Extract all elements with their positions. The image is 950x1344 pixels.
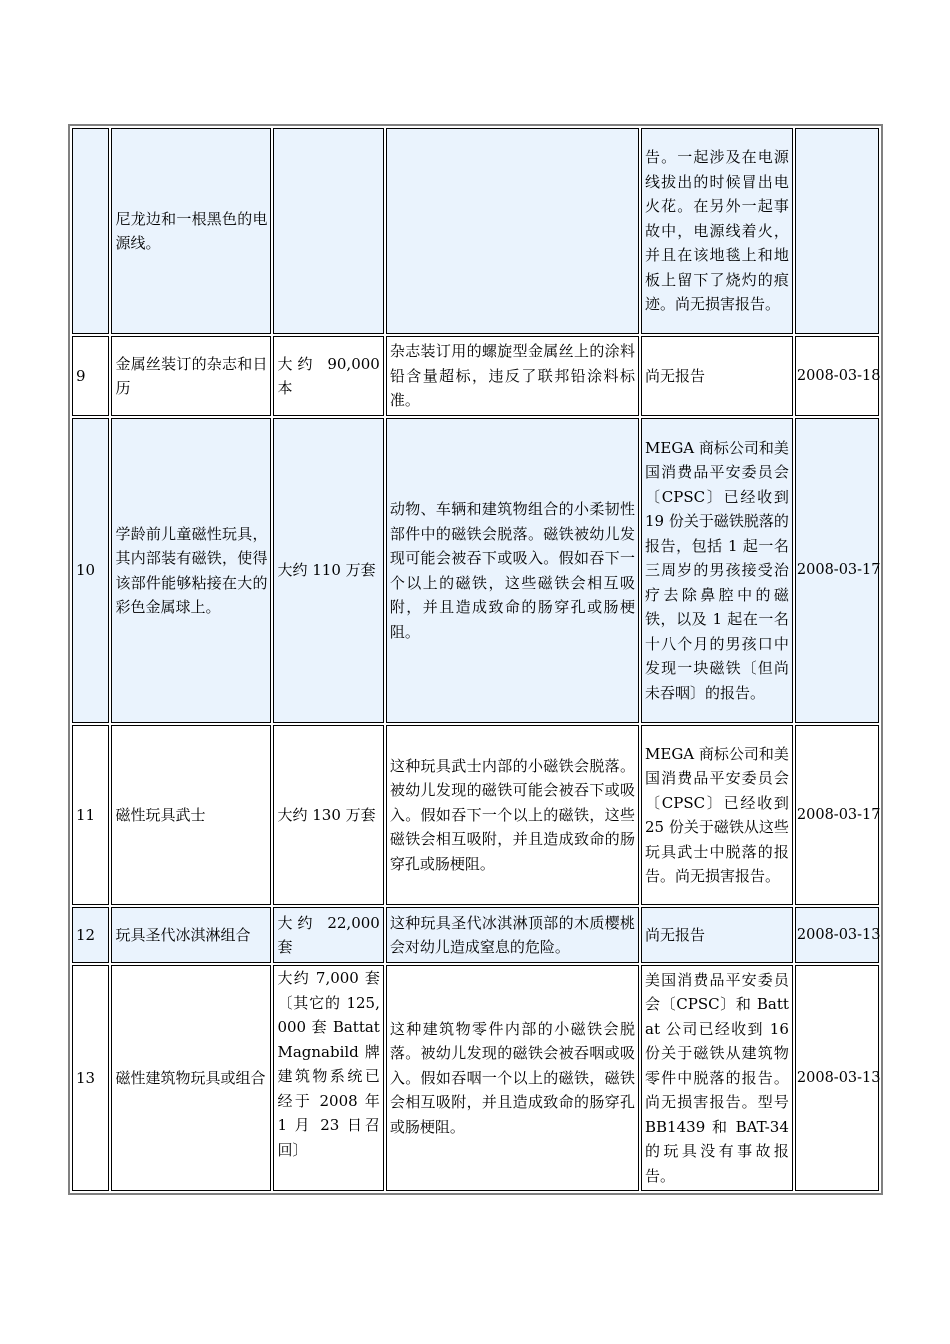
table-row <box>72 336 879 416</box>
quantity: 大约 90,000 本 <box>273 336 383 416</box>
hazard-description: 这种玩具武士内部的小磁铁会脱落。被幼儿发现的磁铁可能会被吞下或吸入。假如吞下一个以上的磁铁，这些磁铁会相互吸附，并且造成致命的肠穿孔或肠梗阻。 <box>386 725 639 905</box>
incident-report: 告。一起涉及在电源线拔出的时候冒出电火花。在另外一起事故中，电源线着火，并且在该地毯上和地板上留下了烧灼的痕迹。尚无损害报告。 <box>641 128 793 334</box>
quantity: 大约 7,000 套〔其它的 125,000 套 Battat Magnabild 牌建筑物系统已经于 2008 年 1 月 23 日召回〕 <box>273 965 383 1191</box>
incident-report: 尚无报告 <box>641 907 793 963</box>
row-number <box>72 128 109 334</box>
recall-date: 2008-03-17 <box>795 418 879 723</box>
recall-date <box>795 128 879 334</box>
incident-report: 美国消费品平安委员会〔CPSC〕和 Battat 公司已经收到 16 份关于磁铁从建筑物零件中脱落的报告。尚无损害报告。型号 BB1439 和 BAT-34 的玩具没有事故报告。 <box>641 965 793 1191</box>
hazard-description: 这种建筑物零件内部的小磁铁会脱落。被幼儿发现的磁铁会被吞咽或吸入。假如吞咽一个以上的磁铁，磁铁会相互吸附，并且造成致命的肠穿孔或肠梗阻。 <box>386 965 639 1191</box>
incident-report: 尚无报告 <box>641 336 793 416</box>
table-row <box>72 725 879 905</box>
product-name: 玩具圣代冰淇淋组合 <box>111 907 271 963</box>
table-row <box>72 418 879 723</box>
row-number: 9 <box>72 336 109 416</box>
product-name: 学龄前儿童磁性玩具，其内部装有磁铁，使得该部件能够粘接在大的彩色金属球上。 <box>111 418 271 723</box>
recall-table-page <box>68 124 883 1195</box>
hazard-description: 动物、车辆和建筑物组合的小柔韧性部件中的磁铁会脱落。磁铁被幼儿发现可能会被吞下或吸入。假如吞下一个以上的磁铁，这些磁铁会相互吸附，并且造成致命的肠穿孔或肠梗阻。 <box>386 418 639 723</box>
row-number: 12 <box>72 907 109 963</box>
product-name: 尼龙边和一根黑色的电源线。 <box>111 128 271 334</box>
product-name: 磁性建筑物玩具或组合 <box>111 965 271 1191</box>
incident-report: MEGA 商标公司和美国消费品平安委员会〔CPSC〕已经收到 25 份关于磁铁从这些玩具武士中脱落的报告。尚无损害报告。 <box>641 725 793 905</box>
quantity: 大约 22,000 套 <box>273 907 383 963</box>
quantity: 大约 110 万套 <box>273 418 383 723</box>
row-number: 11 <box>72 725 109 905</box>
quantity <box>273 128 383 334</box>
row-number: 10 <box>72 418 109 723</box>
table-row <box>72 965 879 1191</box>
table-row <box>72 128 879 334</box>
hazard-description: 这种玩具圣代冰淇淋顶部的木质樱桃会对幼儿造成窒息的危险。 <box>386 907 639 963</box>
recall-date: 2008-03-18 <box>795 336 879 416</box>
recall-table <box>68 124 883 1195</box>
hazard-description: 杂志装订用的螺旋型金属丝上的涂料铅含量超标，违反了联邦铅涂料标准。 <box>386 336 639 416</box>
product-name: 磁性玩具武士 <box>111 725 271 905</box>
table-row <box>72 907 879 963</box>
recall-date: 2008-03-17 <box>795 725 879 905</box>
quantity: 大约 130 万套 <box>273 725 383 905</box>
recall-date: 2008-03-13 <box>795 907 879 963</box>
recall-date: 2008-03-13 <box>795 965 879 1191</box>
row-number: 13 <box>72 965 109 1191</box>
hazard-description <box>386 128 639 334</box>
incident-report: MEGA 商标公司和美国消费品平安委员会〔CPSC〕已经收到 19 份关于磁铁脱落的报告，包括 1 起一名三周岁的男孩接受治疗去除鼻腔中的磁铁，以及 1 起在一名十八个月的男孩口中发现一块磁铁〔但尚未吞咽〕的报告。 <box>641 418 793 723</box>
product-name: 金属丝装订的杂志和日历 <box>111 336 271 416</box>
